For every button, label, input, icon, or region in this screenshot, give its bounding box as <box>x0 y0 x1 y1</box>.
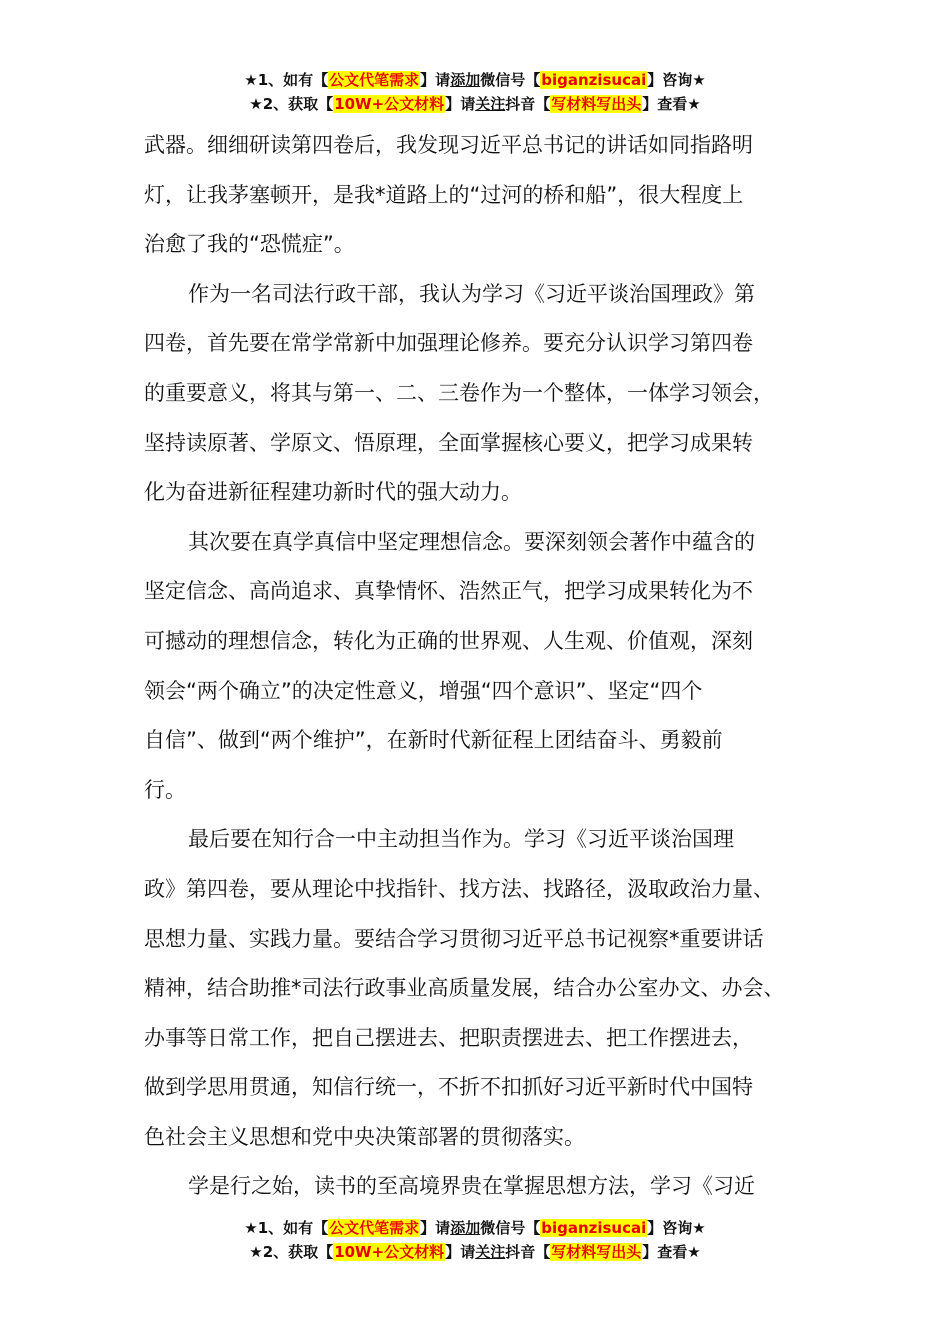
highlight-service: 公文代笔需求 <box>329 71 420 89</box>
douyin-account: 写材料写出头 <box>551 1243 642 1261</box>
text-line: 灯，让我茅塞顿开，是我*道路上的“过河的桥和船”，很大程度上 <box>144 182 744 207</box>
text-line: 四卷，首先要在常学常新中加强理论修养。要充分认识学习第四卷 <box>144 331 753 356</box>
top-promo-banner <box>0 68 950 116</box>
promo-line-douyin: ★2、获取【10W+公文材料】请关注抖音【写材料写出头】查看★ <box>249 95 701 113</box>
paragraph-start-line: 最后要在知行合一中主动担当作为。学习《习近平谈治国理 <box>188 827 734 852</box>
wechat-id: biganzisucai <box>541 71 647 89</box>
promo-line-wechat: ★1、如有【公文代笔需求】请添加微信号【biganzisucai】咨询★ <box>244 71 706 89</box>
douyin-account: 写材料写出头 <box>551 95 642 113</box>
text-line: 行。 <box>144 777 186 802</box>
highlight-materials: 10W+公文材料 <box>334 95 445 113</box>
document-body <box>144 121 834 1212</box>
text-line: 思想力量、实践力量。要结合学习贯彻习近平总书记视察*重要讲话 <box>144 926 764 951</box>
text-line: 做到学思用贯通，知信行统一，不折不扣抓好习近平新时代中国特 <box>144 1075 753 1100</box>
text-line: 武器。细细研读第四卷后，我发现习近平总书记的讲话如同指路明 <box>144 133 753 157</box>
bottom-promo-banner <box>0 1216 950 1264</box>
text-line: 的重要意义，将其与第一、二、三卷作为一个整体，一体学习领会， <box>144 380 774 405</box>
paragraph-start-line: 作为一名司法行政干部，我认为学习《习近平谈治国理政》第 <box>188 281 755 306</box>
promo-line-wechat: ★1、如有【公文代笔需求】请添加微信号【biganzisucai】咨询★ <box>244 1219 706 1237</box>
text-line: 政》第四卷，要从理论中找指针、找方法、找路径，汲取政治力量、 <box>144 876 774 901</box>
wechat-id: biganzisucai <box>541 1219 647 1237</box>
paragraph-start-line: 其次要在真学真信中坚定理想信念。要深刻领会著作中蕴含的 <box>188 529 755 554</box>
promo-line-douyin: ★2、获取【10W+公文材料】请关注抖音【写材料写出头】查看★ <box>249 1243 701 1261</box>
text-line: 色社会主义思想和党中央决策部署的贯彻落实。 <box>144 1124 585 1149</box>
highlight-service: 公文代笔需求 <box>329 1219 420 1237</box>
text-line: 可撼动的理想信念，转化为正确的世界观、人生观、价值观，深刻 <box>144 628 753 653</box>
text-line: 坚定信念、高尚追求、真挚情怀、浩然正气，把学习成果转化为不 <box>144 579 753 604</box>
text-line: 办事等日常工作，把自己摆进去、把职责摆进去、把工作摆进去， <box>144 1025 753 1050</box>
text-line: 化为奋进新征程建功新时代的强大动力。 <box>144 480 522 505</box>
paragraph-start-line: 学是行之始，读书的至高境界贵在掌握思想方法，学习《习近 <box>188 1174 755 1199</box>
text-line: 自信”、做到“两个维护”，在新时代新征程上团结奋斗、勇毅前 <box>144 728 723 753</box>
text-line: 治愈了我的“恐慌症”。 <box>144 232 355 257</box>
text-line: 坚持读原著、学原文、悟原理，全面掌握核心要义，把学习成果转 <box>144 430 753 455</box>
text-line: 精神，结合助推*司法行政事业高质量发展，结合办公室办文、办会、 <box>144 976 785 1001</box>
text-line: 领会“两个确立”的决定性意义，增强“四个意识”、坚定“四个 <box>144 678 703 703</box>
highlight-materials: 10W+公文材料 <box>334 1243 445 1261</box>
